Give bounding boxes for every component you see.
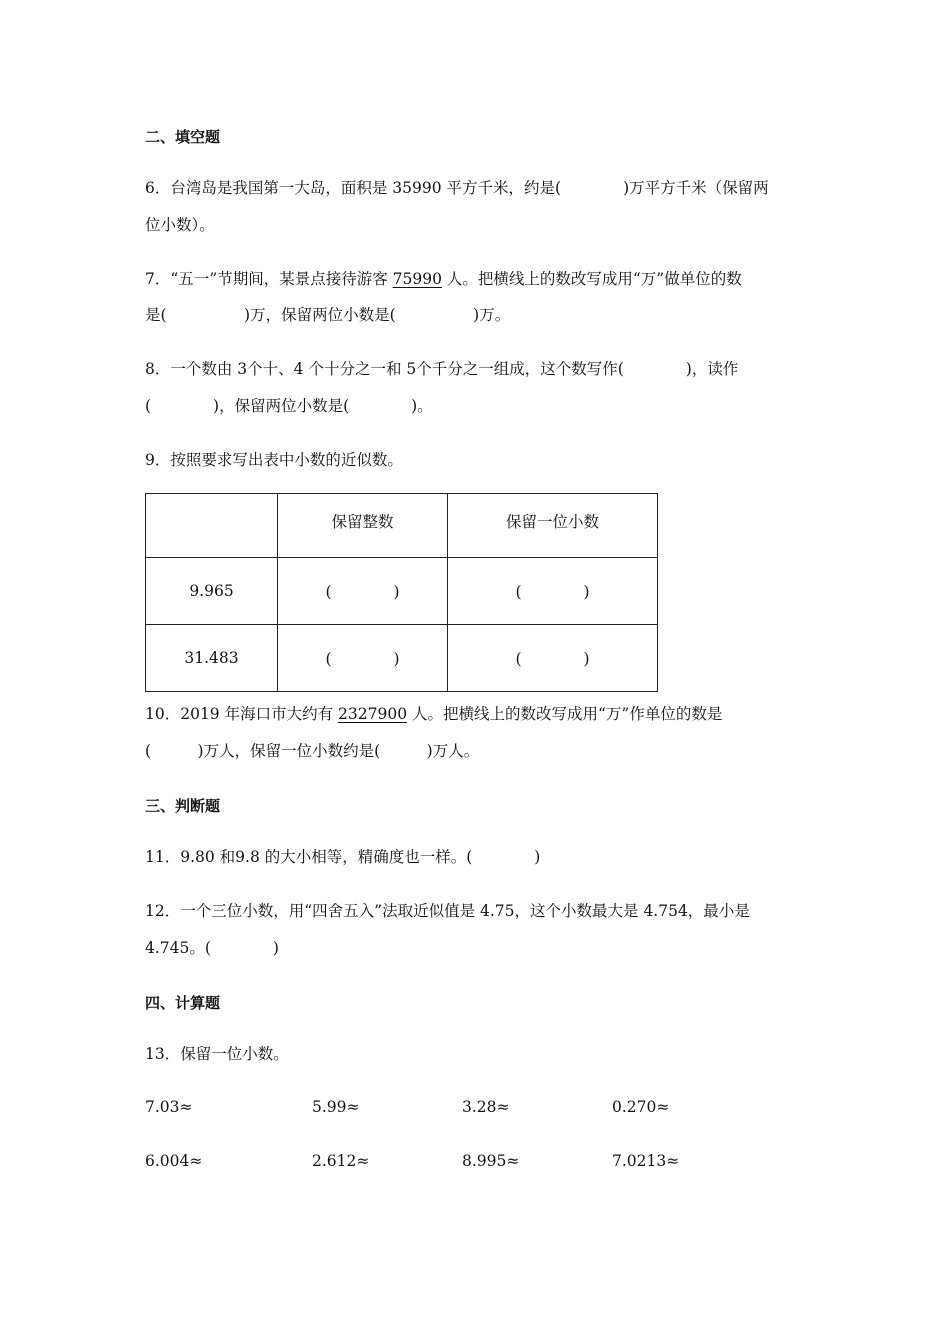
q9-header-row [146, 494, 658, 558]
section-heading-judge: 三、判断题 [145, 797, 221, 815]
q13-item: 5.99≈ [312, 1098, 360, 1116]
q9-cell-value: 9.965 [146, 558, 278, 625]
q10-text-a: 10．2019 年海口市大约有 [145, 705, 339, 723]
q12-line2: 4.745。( ) [145, 939, 279, 957]
q9-header-cell: 保留整数 [278, 494, 448, 558]
q7-line2: 是( )万，保留两位小数是( )万。 [145, 306, 511, 324]
q9-cell-answer: ( ) [278, 558, 448, 625]
q9-prompt: 9．按照要求写出表中小数的近似数。 [145, 451, 403, 469]
q7-text-b: 人。把横线上的数改写成用“万”做单位的数 [441, 270, 742, 288]
q7-line1 [145, 269, 742, 289]
q11-line: 11．9.80 和9.8 的大小相等，精确度也一样。( ) [145, 848, 541, 866]
q13-prompt: 13．保留一位小数。 [145, 1045, 289, 1063]
q9-header-cell [146, 494, 278, 558]
q10-text-b: 人。把横线上的数改写成用“万”作单位的数是 [407, 705, 723, 723]
q6-line1: 6．台湾岛是我国第一大岛，面积是 35990 平方千米，约是( )万平方千米（保留两 [145, 179, 769, 197]
q13-item: 2.612≈ [312, 1152, 370, 1170]
q10-underlined-number: 2327900 [338, 705, 408, 723]
section-heading-calc: 四、计算题 [145, 994, 221, 1012]
q8-line2: ( )，保留两位小数是( )。 [145, 397, 433, 415]
q9-cell-value: 31.483 [146, 625, 278, 692]
q7-underlined-number: 75990 [392, 270, 442, 288]
table-row [146, 625, 658, 692]
section-heading-fill: 二、填空题 [145, 128, 221, 146]
q13-item: 8.995≈ [462, 1152, 520, 1170]
q13-item: 7.0213≈ [612, 1152, 680, 1170]
q9-cell-answer: ( ) [448, 625, 658, 692]
table-row [146, 558, 658, 625]
q10-line2: ( )万人，保留一位小数约是( )万人。 [145, 742, 480, 760]
q13-item: 7.03≈ [145, 1098, 193, 1116]
q9-table [145, 493, 658, 692]
q8-line1: 8．一个数由 3个十、4 个十分之一和 5个千分之一组成，这个数写作( )，读作 [145, 360, 739, 378]
q10-line1 [145, 704, 722, 724]
q9-cell-answer: ( ) [278, 625, 448, 692]
q13-item: 3.28≈ [462, 1098, 510, 1116]
q7-text-a: 7．“五一”节期间，某景点接待游客 [145, 270, 393, 288]
q6-line2: 位小数）。 [145, 216, 215, 234]
q9-cell-answer: ( ) [448, 558, 658, 625]
q13-item: 6.004≈ [145, 1152, 203, 1170]
q9-header-cell: 保留一位小数 [448, 494, 658, 558]
q13-item: 0.270≈ [612, 1098, 670, 1116]
q12-line1: 12．一个三位小数，用“四舍五入”法取近似值是 4.75，这个小数最大是 4.754，最小是 [145, 902, 750, 920]
